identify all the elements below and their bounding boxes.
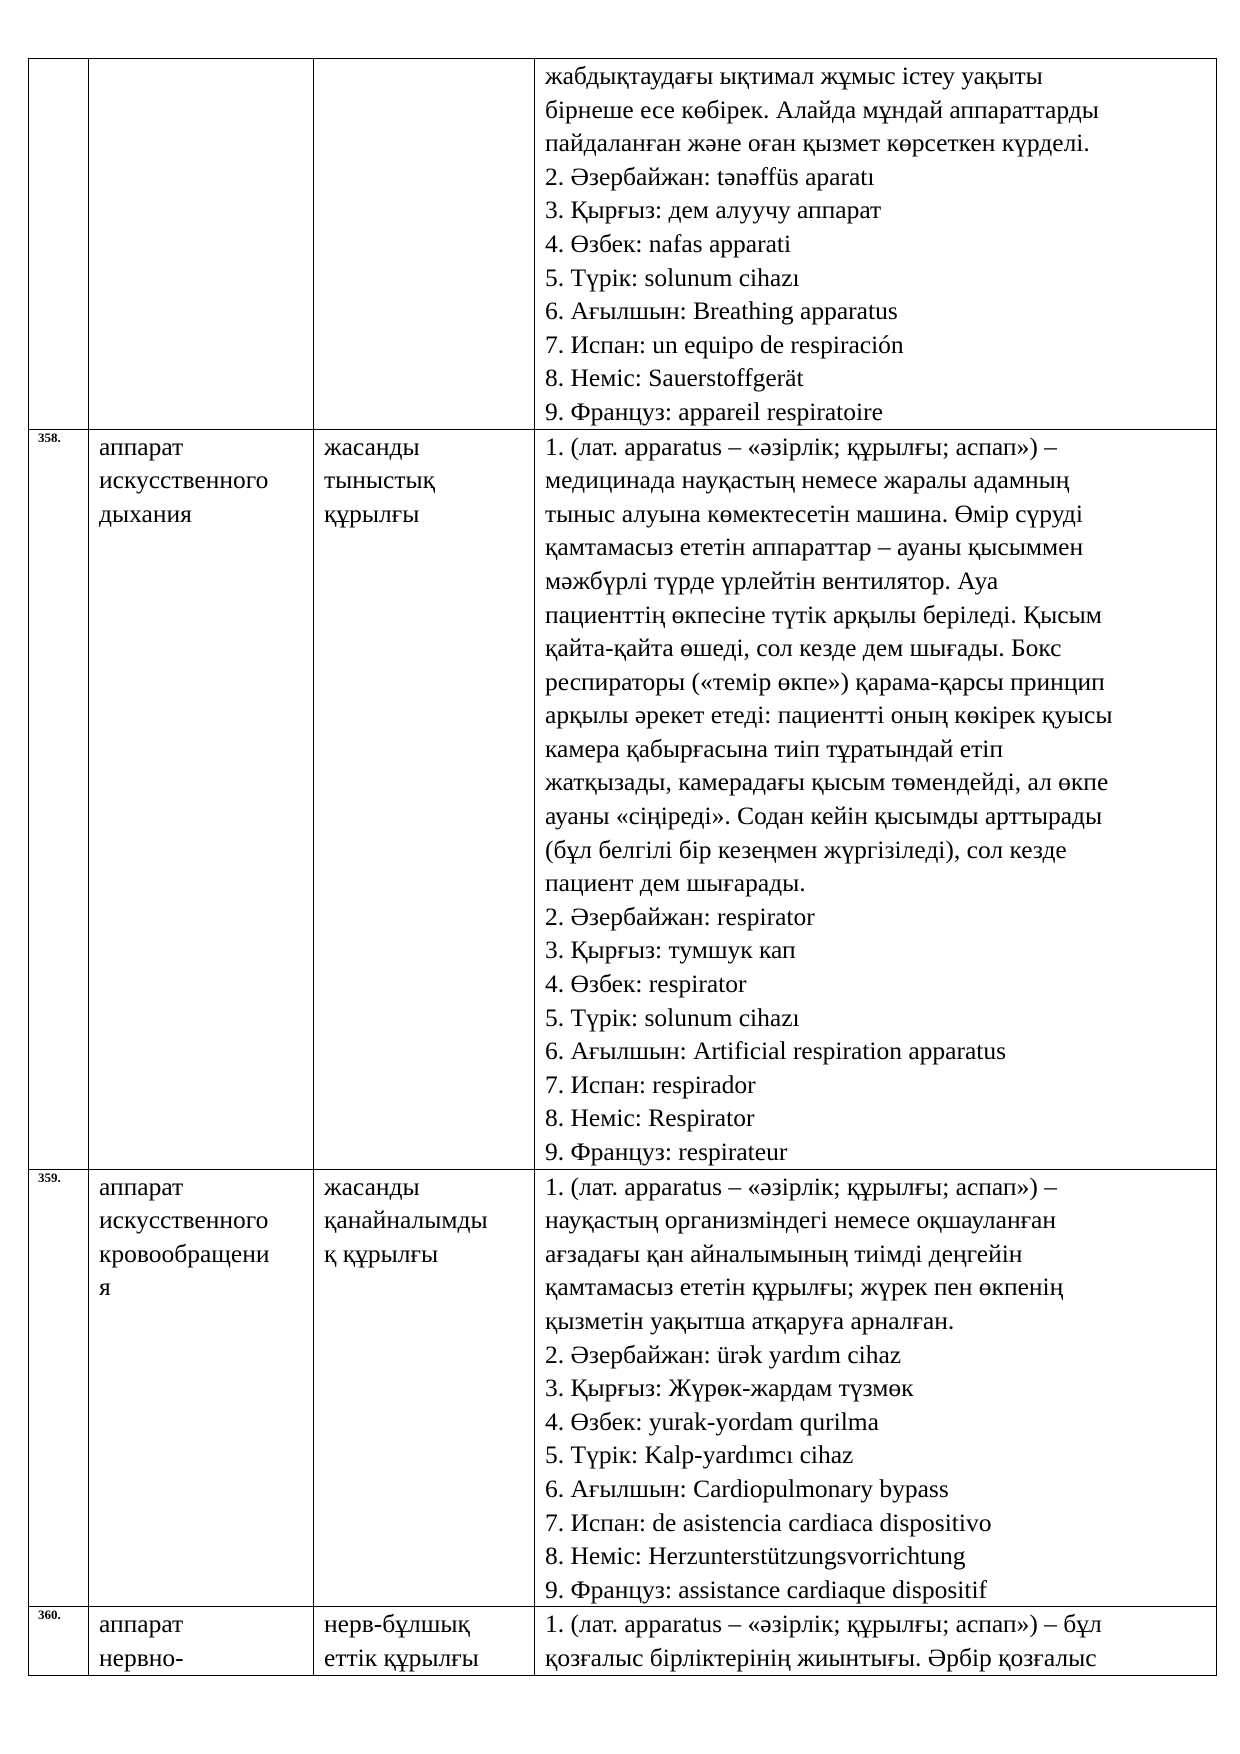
entry-number-cell	[29, 1169, 89, 1607]
definition-line: 6. Ағылшын: Cardiopulmonary bypass	[545, 1473, 949, 1503]
table-row	[29, 1169, 1217, 1607]
definition-line: 4. Өзбек: nafas apparati	[545, 228, 792, 258]
russian-term-cell	[89, 1607, 314, 1675]
definition-line: тыныс алуына көмектесетін машина. Өмір сүруді	[545, 498, 1083, 528]
definition-line: ағзадағы қан айналымының тиімді деңгейін	[545, 1238, 1023, 1268]
dictionary-table	[28, 58, 1217, 1676]
definition-line: 1. (лат. apparatus – «әзірлік; құрылғы; аспап») –	[545, 431, 1057, 461]
table-row	[29, 1607, 1217, 1675]
kazakh-term-line: еттік құрылғы	[324, 1642, 479, 1672]
definition-line: 9. Француз: respirateur	[545, 1137, 788, 1166]
definition-line: 9. Француз: appareil respiratoire	[545, 396, 883, 426]
definition-line: 4. Өзбек: respirator	[545, 969, 747, 999]
definition-line: қамтамасыз ететін аппараттар – ауаны қысыммен	[545, 532, 1084, 562]
definition-line: 6. Ағылшын: Breathing apparatus	[545, 296, 898, 326]
definition-line: камера қабырғасына тиіп тұратындай етіп	[545, 733, 1003, 763]
definition-line: мәжбүрлі түрде үрлейтін вентилятор. Ауа	[545, 565, 999, 595]
russian-term-line: аппарат	[99, 1609, 184, 1639]
definition-line: 8. Неміс: Sauerstoffgerät	[545, 363, 804, 393]
definition-line: 5. Түрік: Kalp-yardımcı cihaz	[545, 1440, 854, 1470]
kazakh-term-line: қанайналымды	[324, 1205, 488, 1235]
definition-line: 1. (лат. apparatus – «әзірлік; құрылғы; аспап») –	[545, 1171, 1057, 1201]
kazakh-term-cell	[314, 429, 535, 1169]
definition-line: қайта-қайта өшеді, сол кезде дем шығады. Бокс	[545, 633, 1062, 663]
entry-number: 359.	[38, 1169, 61, 1185]
definition-cell	[535, 1607, 1217, 1675]
kazakh-term-line: жасанды	[324, 1171, 420, 1201]
definition-line: 7. Испан: de asistencia cardiaca dispositivo	[545, 1507, 992, 1537]
definition-line: 8. Неміс: Herzunterstützungsvorrichtung	[545, 1541, 966, 1571]
russian-term-line: искусственного	[99, 1205, 269, 1235]
definition-line: 7. Испан: un equipo de respiración	[545, 329, 904, 359]
definition-line: медицинада науқастың немесе жаралы адамның	[545, 465, 1070, 495]
kazakh-term-cell	[314, 1169, 535, 1607]
definition-line: 5. Түрік: solunum cihazı	[545, 262, 800, 292]
russian-term-line: аппарат	[99, 1171, 184, 1201]
definition-line: 2. Әзербайжан: respirator	[545, 901, 815, 931]
entry-number-cell	[29, 59, 89, 430]
kazakh-term-line: құрылғы	[324, 498, 420, 528]
definition-line: бірнеше есе көбірек. Алайда мұндай аппараттарды	[545, 94, 1099, 124]
russian-term-line: дыхания	[99, 498, 192, 528]
definition-line: 3. Қырғыз: Жүрөк-жардам түзмөк	[545, 1373, 914, 1403]
definition-cell	[535, 1169, 1217, 1607]
definition-line: қамтамасыз ететін құрылғы; жүрек пен өкпенің	[545, 1272, 1064, 1302]
definition-cell	[535, 429, 1217, 1169]
kazakh-term-line: нерв-бұлшық	[324, 1609, 470, 1639]
definition-line: арқылы әрекет етеді: пациентті оның көкірек қуысы	[545, 700, 1113, 730]
definition-line: (бұл белгілі бір кезеңмен жүргізіледі), сол кезде	[545, 834, 1067, 864]
entry-number: 360.	[38, 1607, 61, 1623]
definition-line: 2. Әзербайжан: ürək yardım cihaz	[545, 1339, 902, 1369]
definition-line: 3. Қырғыз: дем алуучу аппарат	[545, 195, 882, 225]
definition-line: 3. Қырғыз: тумшук кап	[545, 935, 796, 965]
russian-term-cell	[89, 429, 314, 1169]
definition-line: 1. (лат. apparatus – «әзірлік; құрылғы; аспап») – бұл	[545, 1609, 1102, 1639]
definition-line: науқастың организміндегі немесе оқшауланған	[545, 1205, 1057, 1235]
russian-term-line: кровообращени	[99, 1238, 270, 1268]
definition-line: 2. Әзербайжан: tənəffüs aparatı	[545, 161, 875, 191]
definition-line: қызметін уақытша атқаруға арналған.	[545, 1305, 955, 1335]
entry-number-cell	[29, 429, 89, 1169]
definition-line: пациент дем шығарады.	[545, 868, 806, 898]
definition-line: жатқызады, камерадағы қысым төмендейді, ал өкпе	[545, 767, 1109, 797]
kazakh-term-cell	[314, 1607, 535, 1675]
russian-term-line: я	[99, 1272, 111, 1302]
russian-term-cell	[89, 1169, 314, 1607]
definition-line: жабдықтаудағы ықтимал жұмыс істеу уақыты	[545, 61, 1043, 90]
definition-line: 7. Испан: respirador	[545, 1069, 756, 1099]
definition-line: 8. Неміс: Respirator	[545, 1103, 755, 1133]
definition-line: қозғалыс бірліктерінің жиынтығы. Әрбір қозғалыс	[545, 1642, 1097, 1672]
definition-line: 5. Түрік: solunum cihazı	[545, 1002, 800, 1032]
russian-term-line: нервно-	[99, 1642, 184, 1672]
definition-line: респираторы («темір өкпе») қарама-қарсы принцип	[545, 666, 1105, 696]
definition-line: пайдаланған және оған қызмет көрсеткен күрделі.	[545, 128, 1090, 158]
kazakh-term-cell	[314, 59, 535, 430]
russian-term-cell	[89, 59, 314, 430]
entry-number: 358.	[38, 429, 61, 445]
kazakh-term-line: жасанды	[324, 431, 420, 461]
definition-line: 6. Ағылшын: Artificial respiration apparatus	[545, 1036, 1007, 1066]
definition-line: 9. Француз: assistance cardiaque dispositif	[545, 1574, 988, 1604]
definition-line: ауаны «сіңіреді». Содан кейін қысымды арттырады	[545, 801, 1103, 831]
definition-line: 4. Өзбек: yurak-yordam qurilma	[545, 1406, 879, 1436]
definition-cell	[535, 59, 1217, 430]
kazakh-term-line: тыныстық	[324, 465, 436, 495]
document-page	[28, 58, 1217, 1676]
kazakh-term-line: қ құрылғы	[324, 1238, 439, 1268]
table-row	[29, 59, 1217, 430]
russian-term-line: искусственного	[99, 465, 269, 495]
definition-line: пациенттің өкпесіне түтік арқылы беріледі. Қысым	[545, 599, 1102, 629]
table-row	[29, 429, 1217, 1169]
entry-number-cell	[29, 1607, 89, 1675]
russian-term-line: аппарат	[99, 431, 184, 461]
